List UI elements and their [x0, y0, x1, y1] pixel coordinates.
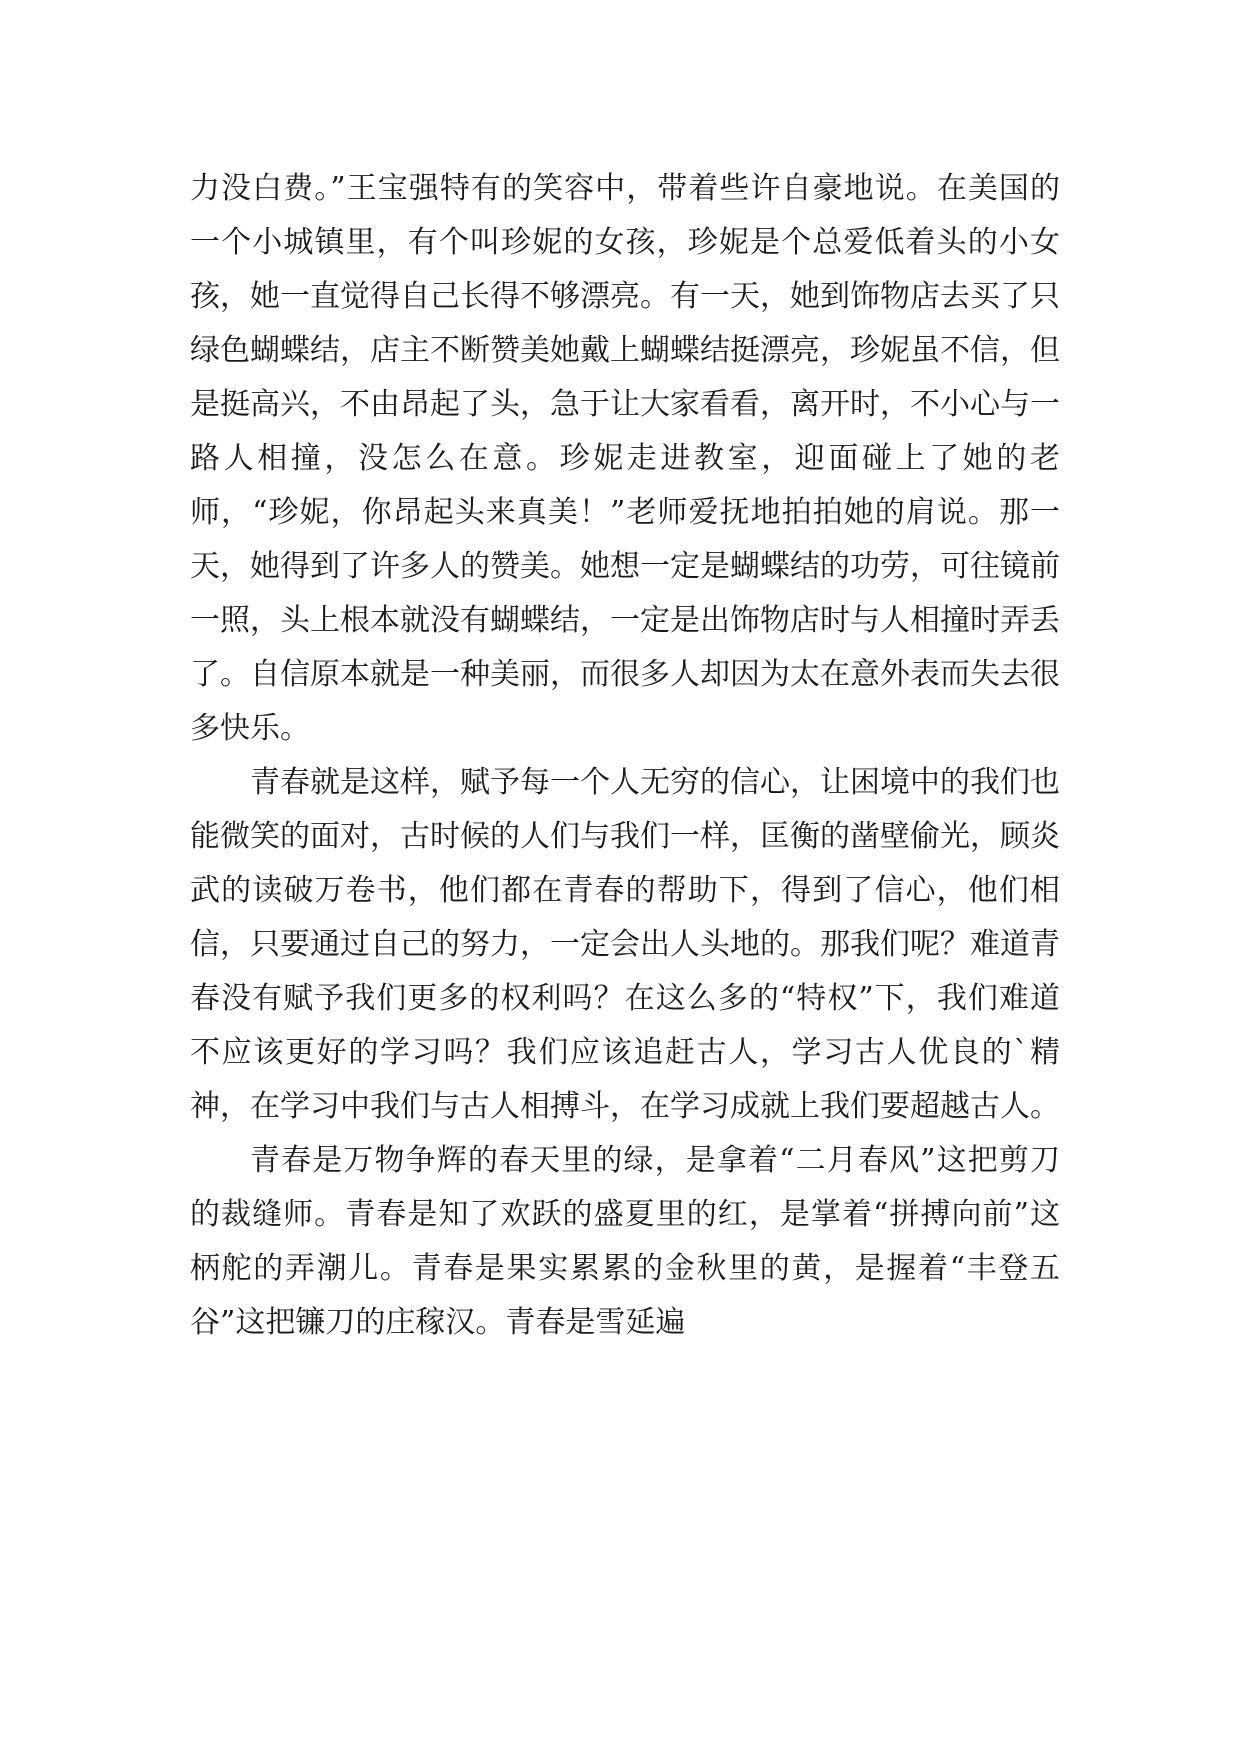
paragraph-youth-confidence: 青春就是这样，赋予每一个人无穷的信心，让困境中的我们也能微笑的面对，古时候的人们与我们一样，匡衡的凿壁偷光，顾炎武的读破万卷书，他们都在青春的帮助下，得到了信心，他们相信，只要通过自己的努力，一定会出人头地的。那我们呢？难道青春没有赋予我们更多的权利吗？在这么多的“特权”下，我们难道不应该更好的学习吗？我们应该追赶古人，学习古人优良的`精神，在学习中我们与古人相搏斗，在学习成就上我们要超越古人。 — [190, 765, 1060, 1124]
paragraph-youth-colors: 青春是万物争辉的春天里的绿，是拿着“二月春风”这把剪刀的裁缝师。青春是知了欢跃的盛夏里的红，是掌着“拼搏向前”这柄舵的弄潮儿。青春是果实累累的金秋里的黄，是握着“丰登五谷”这把镰刀的庄稼汉。青春是雪延遍 — [190, 1143, 1060, 1340]
body-text — [190, 162, 1060, 1350]
paragraph-continued: 力没白费。”王宝强特有的笑容中，带着些许自豪地说。在美国的一个小城镇里，有个叫珍妮的女孩，珍妮是个总爱低着头的小女孩，她一直觉得自己长得不够漂亮。有一天，她到饰物店去买了只绿色蝴蝶结，店主不断赞美她戴上蝴蝶结挺漂亮，珍妮虽不信，但是挺高兴，不由昂起了头，急于让大家看看，离开时，不小心与一路人相撞，没怎么在意。珍妮走进教室，迎面碰上了她的老师，“珍妮，你昂起头来真美！”老师爱抚地拍拍她的肩说。那一天，她得到了许多人的赞美。她想一定是蝴蝶结的功劳，可往镜前一照，头上根本就没有蝴蝶结，一定是出饰物店时与人相撞时弄丢了。自信原本就是一种美丽，而很多人却因为太在意外表而失去很多快乐。 — [190, 171, 1060, 746]
